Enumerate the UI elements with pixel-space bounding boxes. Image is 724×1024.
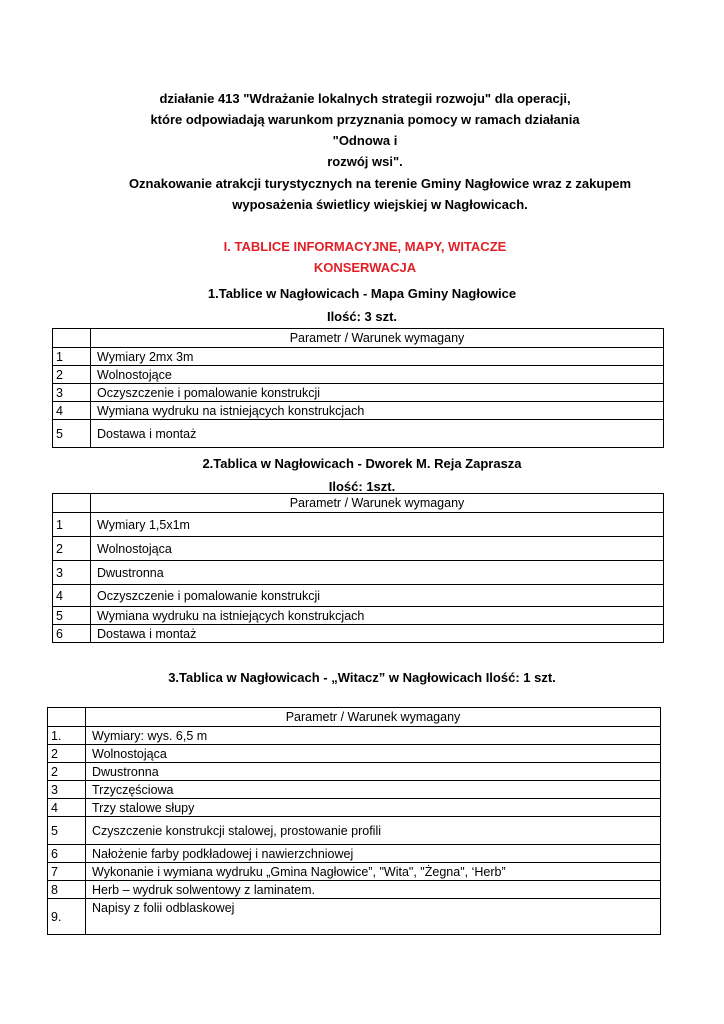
row-text: Oczyszczenie i pomalowanie konstrukcji xyxy=(91,585,664,607)
table-row xyxy=(53,585,664,607)
row-text: Trzy stalowe słupy xyxy=(86,799,661,817)
table-cell xyxy=(53,329,91,348)
table-header-row xyxy=(53,329,664,348)
item3-title: 3.Tablica w Nagłowicach - „Witacz” w Nagłowicach Ilość: 1 szt. xyxy=(168,670,556,685)
section-heading-line: KONSERWACJA xyxy=(313,260,417,275)
intro-paragraph xyxy=(130,88,600,172)
row-number: 2 xyxy=(48,763,86,781)
row-text: Wymiana wydruku na istniejących konstrukcjach xyxy=(91,607,664,625)
table-row xyxy=(53,402,664,420)
section-heading-line: I. TABLICE INFORMACYJNE, MAPY, WITACZE xyxy=(223,239,507,254)
row-number: 4 xyxy=(53,402,91,420)
row-text: Dwustronna xyxy=(86,763,661,781)
table-row xyxy=(53,366,664,384)
row-number: 2 xyxy=(53,366,91,384)
table-row xyxy=(53,561,664,585)
table-row xyxy=(53,420,664,448)
table-header-row xyxy=(48,708,661,727)
row-text: Wymiary: wys. 6,5 m xyxy=(86,727,661,745)
item1-table xyxy=(52,328,664,448)
row-number: 3 xyxy=(53,561,91,585)
row-number: 5 xyxy=(53,607,91,625)
row-number: 6 xyxy=(53,625,91,643)
row-text: Nałożenie farby podkładowej i nawierzchniowej xyxy=(86,845,661,863)
table-header: Parametr / Warunek wymagany xyxy=(91,329,664,348)
table-row xyxy=(53,607,664,625)
row-text: Trzyczęściowa xyxy=(86,781,661,799)
row-number: 2 xyxy=(53,537,91,561)
table-row xyxy=(48,727,661,745)
row-text: Wymiana wydruku na istniejących konstrukcjach xyxy=(91,402,664,420)
table-row xyxy=(48,863,661,881)
table-row xyxy=(48,817,661,845)
row-text: Napisy z folii odblaskowej xyxy=(86,899,661,935)
row-number: 6 xyxy=(48,845,86,863)
row-number: 2 xyxy=(48,745,86,763)
table-row xyxy=(48,845,661,863)
item2-title: 2.Tablica w Nagłowicach - Dworek M. Reja Zaprasza xyxy=(202,456,522,471)
table-cell xyxy=(53,494,91,513)
item3-table xyxy=(47,707,661,935)
row-number: 1 xyxy=(53,513,91,537)
item2-table xyxy=(52,493,664,643)
table-header: Parametr / Warunek wymagany xyxy=(86,708,661,727)
table-row xyxy=(53,625,664,643)
table-row xyxy=(53,537,664,561)
row-text: Wykonanie i wymiana wydruku „Gmina Nagłowice”, "Wita", "Żegna", ‘Herb” xyxy=(86,863,661,881)
table-header-row xyxy=(53,494,664,513)
row-text: Wymiary 1,5x1m xyxy=(91,513,664,537)
row-number: 5 xyxy=(53,420,91,448)
item1-quantity: Ilość: 3 szt. xyxy=(326,309,398,324)
row-number: 4 xyxy=(48,799,86,817)
row-number: 9. xyxy=(48,899,86,935)
table-row xyxy=(48,881,661,899)
table-header: Parametr / Warunek wymagany xyxy=(91,494,664,513)
table-row xyxy=(53,348,664,366)
row-text: Czyszczenie konstrukcji stalowej, prostowanie profili xyxy=(86,817,661,845)
row-number: 3 xyxy=(53,384,91,402)
row-number: 7 xyxy=(48,863,86,881)
subject-line: wyposażenia świetlicy wiejskiej w Nagłowicach. xyxy=(232,197,528,212)
row-text: Oczyszczenie i pomalowanie konstrukcji xyxy=(91,384,664,402)
row-number: 3 xyxy=(48,781,86,799)
row-number: 1 xyxy=(53,348,91,366)
section-heading xyxy=(190,236,540,278)
intro-line: działanie 413 "Wdrażanie lokalnych strategii rozwoju" dla operacji, xyxy=(159,91,571,106)
row-text: Wolnostojące xyxy=(91,366,664,384)
table-row xyxy=(48,799,661,817)
intro-line: które odpowiadają warunkom przyznania pomocy w ramach działania "Odnowa i xyxy=(150,112,580,148)
item2-quantity: Ilość: 1szt. xyxy=(328,479,396,494)
table-row xyxy=(48,781,661,799)
subject-line: Oznakowanie atrakcji turystycznych na terenie Gminy Nagłowice wraz z zakupem xyxy=(128,176,632,191)
table-row xyxy=(53,384,664,402)
table-cell xyxy=(48,708,86,727)
table-row xyxy=(53,513,664,537)
row-text: Wolnostojąca xyxy=(86,745,661,763)
row-number: 4 xyxy=(53,585,91,607)
row-number: 1. xyxy=(48,727,86,745)
table-row xyxy=(48,899,661,935)
intro-line: rozwój wsi". xyxy=(327,154,403,169)
row-text: Dostawa i montaż xyxy=(91,420,664,448)
table-row xyxy=(48,745,661,763)
row-text: Dostawa i montaż xyxy=(91,625,664,643)
row-number: 5 xyxy=(48,817,86,845)
row-number: 8 xyxy=(48,881,86,899)
row-text: Herb – wydruk solwentowy z laminatem. xyxy=(86,881,661,899)
row-text: Wymiary 2mx 3m xyxy=(91,348,664,366)
row-text: Wolnostojąca xyxy=(91,537,664,561)
item1-title: 1.Tablice w Nagłowicach - Mapa Gminy Nagłowice xyxy=(207,286,517,301)
subject-paragraph xyxy=(120,173,640,215)
table-row xyxy=(48,763,661,781)
row-text: Dwustronna xyxy=(91,561,664,585)
